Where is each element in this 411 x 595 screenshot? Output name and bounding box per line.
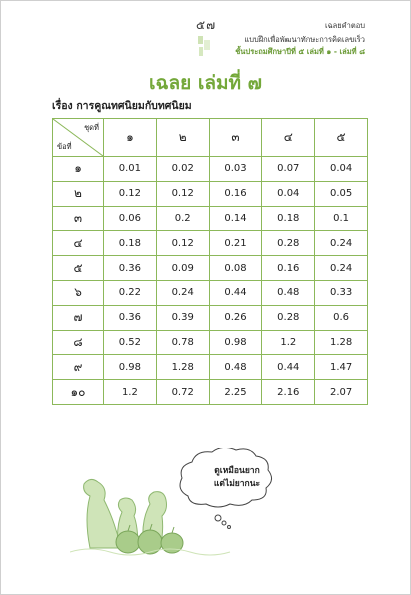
table-cell: 0.48	[262, 280, 315, 305]
table-cell: 0.01	[104, 157, 157, 182]
table-row	[53, 355, 368, 380]
row-header: ๑๐	[53, 380, 104, 405]
table-corner-cell	[53, 119, 104, 157]
row-header: ๘	[53, 330, 104, 355]
speech-line-1: ดูเหมือนยาก	[214, 466, 260, 476]
table-cell: 2.16	[262, 380, 315, 405]
table-cell: 0.12	[104, 181, 157, 206]
table-row	[53, 380, 368, 405]
table-cell: 0.02	[156, 157, 209, 182]
table-cell: 0.09	[156, 256, 209, 281]
table-cell: 0.21	[209, 231, 262, 256]
table-cell: 2.25	[209, 380, 262, 405]
table-row	[53, 231, 368, 256]
corner-label-set: ชุดที่	[84, 123, 99, 132]
table-cell: 0.12	[156, 231, 209, 256]
table-cell: 0.98	[209, 330, 262, 355]
table-cell: 0.22	[104, 280, 157, 305]
table-cell: 0.72	[156, 380, 209, 405]
row-header: ๗	[53, 305, 104, 330]
row-header: ๕	[53, 256, 104, 281]
header-book-title: แบบฝึกเพื่อพัฒนาทักษะการคิดเลขเร็ว	[244, 35, 365, 44]
table-cell: 0.08	[209, 256, 262, 281]
table-cell: 0.03	[209, 157, 262, 182]
speech-bubble-text	[198, 465, 276, 491]
page-title: เฉลย เล่มที่ ๗	[149, 72, 262, 94]
row-header: ๑	[53, 157, 104, 182]
table-cell: 0.36	[104, 256, 157, 281]
table-row	[53, 256, 368, 281]
header-section: เฉลยคำตอบ	[324, 21, 365, 30]
table-row	[53, 206, 368, 231]
table-cell: 0.16	[209, 181, 262, 206]
table-cell: 0.16	[262, 256, 315, 281]
table-cell: 0.28	[262, 231, 315, 256]
table-cell: 1.47	[315, 355, 368, 380]
header-level: ชั้นประถมศึกษาปีที่ ๕ เล่มที่ ๑ - เล่มที่ ๘	[235, 47, 365, 56]
speech-line-2: แต่ไม่ยากนะ	[213, 479, 261, 489]
table-row	[53, 181, 368, 206]
table-cell: 0.78	[156, 330, 209, 355]
leaf-icon	[196, 34, 214, 60]
table-cell: 0.44	[262, 355, 315, 380]
table-cell: 0.48	[209, 355, 262, 380]
table-cell: 0.05	[315, 181, 368, 206]
table-cell: 0.12	[156, 181, 209, 206]
table-row	[53, 157, 368, 182]
column-header: ๑	[104, 119, 157, 157]
table-cell: 0.07	[262, 157, 315, 182]
table-cell: 0.24	[156, 280, 209, 305]
row-header: ๒	[53, 181, 104, 206]
table-cell: 0.28	[262, 305, 315, 330]
row-header: ๔	[53, 231, 104, 256]
table-cell: 0.1	[315, 206, 368, 231]
table-cell: 0.52	[104, 330, 157, 355]
column-header: ๓	[209, 119, 262, 157]
table-cell: 1.28	[315, 330, 368, 355]
table-cell: 0.6	[315, 305, 368, 330]
row-header: ๙	[53, 355, 104, 380]
table-cell: 1.2	[104, 380, 157, 405]
table-cell: 0.33	[315, 280, 368, 305]
row-header: ๓	[53, 206, 104, 231]
table-row	[53, 305, 368, 330]
row-header: ๖	[53, 280, 104, 305]
table-cell: 0.2	[156, 206, 209, 231]
table-cell: 0.24	[315, 256, 368, 281]
table-cell: 0.44	[209, 280, 262, 305]
table-cell: 0.18	[262, 206, 315, 231]
table-header-row	[53, 119, 368, 157]
table-cell: 0.26	[209, 305, 262, 330]
table-cell: 1.2	[262, 330, 315, 355]
column-header: ๕	[315, 119, 368, 157]
column-header: ๒	[156, 119, 209, 157]
table-row	[53, 330, 368, 355]
column-header: ๔	[262, 119, 315, 157]
table-cell: 0.36	[104, 305, 157, 330]
table-cell: 0.24	[315, 231, 368, 256]
corner-label-item: ข้อที่	[57, 142, 72, 151]
table-cell: 0.04	[315, 157, 368, 182]
table-cell: 0.39	[156, 305, 209, 330]
table-cell: 0.14	[209, 206, 262, 231]
table-cell: 0.06	[104, 206, 157, 231]
table-cell: 2.07	[315, 380, 368, 405]
answer-table	[52, 118, 368, 405]
page-number: ๕๗	[196, 18, 217, 32]
table-cell: 0.18	[104, 231, 157, 256]
subject-heading: เรื่อง การคูณทศนิยมกับทศนิยม	[52, 100, 192, 112]
table-cell: 1.28	[156, 355, 209, 380]
table-cell: 0.04	[262, 181, 315, 206]
table-cell: 0.98	[104, 355, 157, 380]
table-row	[53, 280, 368, 305]
